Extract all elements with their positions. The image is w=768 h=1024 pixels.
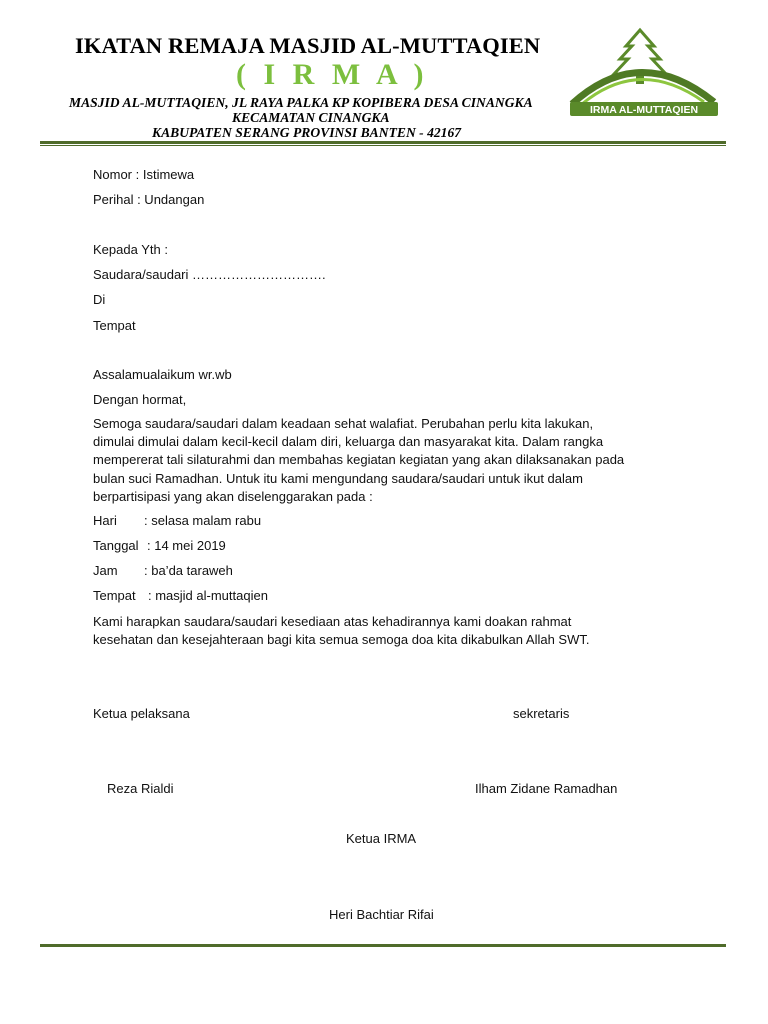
salutation: Dengan hormat, (93, 392, 187, 407)
header-divider-thin (40, 145, 726, 146)
detail-value: : masjid al-muttaqien (148, 588, 268, 603)
letter-number: Nomor : Istimewa (93, 167, 195, 182)
detail-place (93, 587, 268, 605)
closing-line: kesehatan dan kesejahteraan bagi kita semua semoga doa kita dikabulkan Allah SWT. (93, 632, 590, 648)
header-divider (40, 141, 726, 144)
footer-divider (40, 944, 726, 947)
recipient-di: Di (93, 292, 106, 307)
signature-left-title: Ketua pelaksana (93, 706, 190, 721)
detail-time (93, 562, 233, 580)
detail-value: : 14 mei 2019 (147, 538, 226, 553)
closing-paragraph (93, 613, 693, 649)
detail-key: Jam (93, 563, 118, 578)
signature-center-title: Ketua IRMA (346, 831, 417, 846)
address-line-2: KECAMATAN CINANGKA (232, 110, 390, 125)
body-paragraph (93, 415, 693, 506)
address-line-3: KABUPATEN SERANG PROVINSI BANTEN - 42167 (152, 125, 462, 140)
detail-value: : ba’da taraweh (144, 563, 233, 578)
body-line: dimulai dimulai dalam kecil-kecil dalam diri, keluarga dan masyarakat kita. Dalam rangka (93, 434, 604, 450)
organization-abbreviation: ( I R M A ) (236, 58, 429, 91)
letter-subject: Perihal : Undangan (93, 192, 205, 207)
detail-date (93, 537, 226, 555)
body-line: berpartisipasi yang akan diselenggarakan pada : (93, 488, 373, 504)
body-line: bulan suci Ramadhan. Untuk itu kami mengundang saudara/saudari untuk ikut dalam (93, 470, 583, 486)
signature-left-name: Reza Rialdi (107, 781, 174, 796)
signature-right-name: Ilham Zidane Ramadhan (475, 781, 618, 796)
recipient-name: Saudara/saudari …………………………. (93, 267, 326, 282)
signature-center-name: Heri Bachtiar Rifai (329, 907, 434, 922)
detail-key: Tempat (93, 588, 136, 603)
detail-key: Hari (93, 513, 117, 528)
greeting: Assalamualaikum wr.wb (93, 367, 232, 382)
closing-line: Kami harapkan saudara/saudari kesediaan atas kehadirannya kami doakan rahmat (93, 614, 572, 629)
recipient-place: Tempat (93, 318, 136, 333)
detail-value: : selasa malam rabu (144, 513, 262, 528)
detail-day (93, 512, 261, 530)
detail-key: Tanggal (93, 538, 139, 553)
irma-logo (568, 26, 720, 120)
body-line: Semoga saudara/saudari dalam keadaan sehat walafiat. Perubahan perlu kita lakukan, (93, 416, 594, 431)
signature-right-title: sekretaris (513, 706, 570, 721)
address-line-1: MASJID AL-MUTTAQIEN, JL RAYA PALKA KP KOPIBERA DESA CINANGKA (69, 95, 533, 110)
body-line: mempererat tali silaturahmi dan membahas kegiatan kegiatan yang akan dilaksanakan pada (93, 452, 625, 468)
organization-name: IKATAN REMAJA MASJID AL-MUTTAQIEN (75, 33, 541, 58)
recipient-heading: Kepada Yth : (93, 242, 168, 257)
logo-text: IRMA AL-MUTTAQIEN (589, 104, 699, 116)
